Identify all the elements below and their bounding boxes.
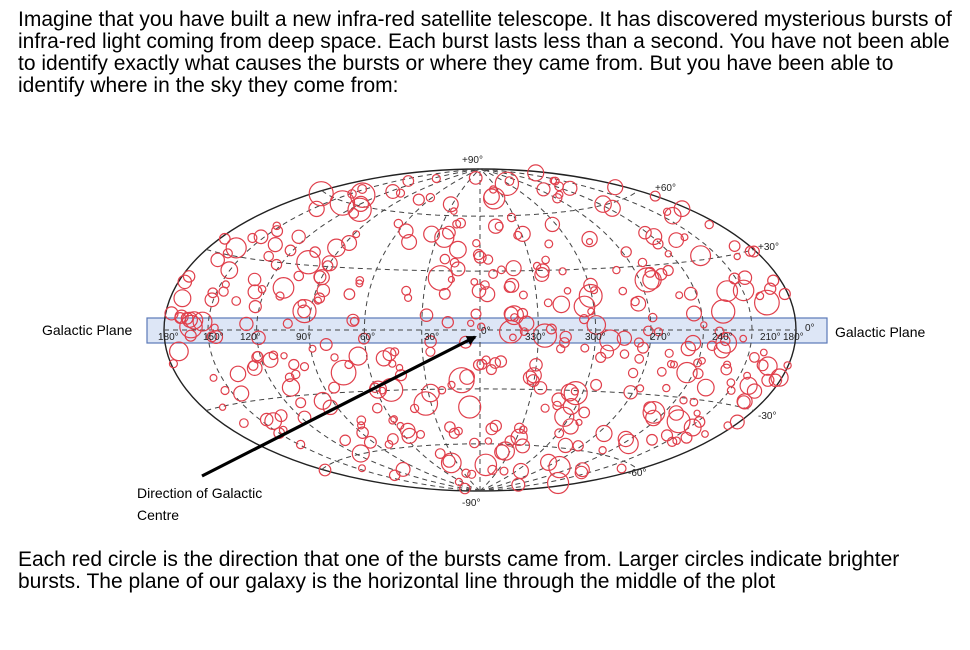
burst-circle — [240, 419, 249, 428]
burst-circle — [515, 226, 530, 241]
burst-circle — [617, 464, 626, 473]
burst-circle — [520, 291, 528, 299]
lon-label-10: 240° — [712, 332, 733, 343]
burst-circle — [451, 262, 465, 276]
burst-circle — [331, 360, 356, 385]
burst-circle — [676, 292, 683, 299]
burst-circle — [553, 296, 569, 312]
burst-circle — [264, 252, 273, 261]
burst-circle — [473, 240, 480, 247]
burst-circle — [232, 297, 241, 306]
burst-circle — [721, 364, 732, 375]
burst-circle — [301, 363, 309, 371]
burst-circle — [309, 201, 324, 216]
outro-paragraph: Each red circle is the direction that one of the bursts came from. Larger circles indicate brighter bursts. The plane of our galaxy is the horizontal line through the middle of the plot — [18, 548, 900, 593]
burst-circle — [292, 230, 305, 243]
burst-circle — [289, 360, 299, 370]
burst-circle — [506, 261, 521, 276]
burst-circle — [440, 254, 449, 263]
burst-circle — [248, 273, 260, 285]
galactic-plane-label-left: Galactic Plane — [42, 322, 133, 338]
burst-circle — [685, 287, 698, 300]
burst-circle — [484, 255, 493, 264]
burst-circle — [322, 256, 337, 271]
burst-circle — [485, 438, 491, 444]
burst-circle — [309, 345, 316, 352]
lon-label-0: 180° — [158, 332, 179, 343]
lat-label-minus30: -30° — [758, 411, 777, 422]
burst-circle — [542, 256, 549, 263]
burst-circle — [734, 253, 740, 259]
burst-circle — [174, 290, 191, 307]
lon-label-8: 300° — [585, 332, 606, 343]
burst-circle — [541, 404, 549, 412]
lon-label-9: 270° — [650, 332, 671, 343]
burst-circle — [249, 301, 261, 313]
burst-circle — [234, 386, 249, 401]
burst-circle — [505, 177, 514, 186]
burst-circle — [394, 219, 402, 227]
burst-circle — [297, 440, 305, 448]
burst-circle — [498, 266, 506, 274]
burst-circle — [564, 382, 587, 405]
burst-circle — [591, 380, 602, 391]
burst-circle — [635, 355, 644, 364]
lat-label-0: 0° — [805, 323, 815, 334]
burst-circle — [460, 483, 470, 493]
burst-circle — [663, 385, 670, 392]
burst-circle — [620, 350, 628, 358]
burst-circle — [331, 354, 338, 361]
lon-label-1: 150° — [203, 332, 224, 343]
burst-circle — [230, 366, 245, 381]
burst-circle — [470, 438, 479, 447]
burst-circle — [545, 240, 553, 248]
burst-circle — [574, 296, 595, 317]
burst-circle — [373, 404, 382, 413]
lon-label-4: 60° — [360, 332, 376, 343]
burst-circle — [358, 185, 367, 194]
burst-circle — [563, 181, 577, 195]
burst-circle — [211, 253, 224, 266]
burst-circle — [396, 463, 410, 477]
burst-circle — [702, 431, 709, 438]
burst-circle — [730, 415, 744, 429]
burst-circle — [762, 374, 774, 386]
burst-circle — [340, 435, 350, 445]
burst-circle — [383, 348, 396, 361]
burst-circle — [545, 217, 559, 231]
burst-circle — [750, 353, 760, 363]
burst-circle — [294, 271, 303, 280]
burst-circle — [297, 251, 320, 274]
lat-label-plus30: +30° — [758, 242, 779, 253]
burst-circle — [705, 221, 713, 229]
lon-label-6: 0° — [481, 326, 491, 337]
coordinate-labels — [158, 155, 815, 509]
burst-circle — [681, 234, 688, 241]
burst-circle — [450, 241, 467, 258]
burst-circle — [414, 392, 437, 415]
burst-circle — [263, 353, 278, 368]
burst-circle — [459, 396, 481, 418]
lon-label-11: 210° — [760, 332, 781, 343]
burst-circle — [555, 429, 564, 438]
burst-circle — [220, 404, 226, 410]
burst-circle — [448, 277, 454, 283]
burst-circle — [619, 287, 626, 294]
lat-label-minus90: -90° — [462, 498, 481, 509]
burst-circle — [544, 299, 552, 307]
burst-circle — [587, 239, 593, 245]
lon-label-7: 330° — [525, 332, 546, 343]
burst-circle — [432, 175, 440, 183]
burst-circle — [402, 286, 411, 295]
burst-circle — [629, 368, 638, 377]
lat-label-plus60: +60° — [655, 183, 676, 194]
intro-paragraph: Imagine that you have built a new infra-red satellite telescope. It has discovered mysterious bursts of infra-red light coming from deep space. Each burst lasts less than a second. You have not been able to identify exactly what causes the bursts or where they came from. But you have been able to identify where in the sky they come from: — [18, 8, 952, 97]
burst-circle — [639, 227, 651, 239]
burst-circle — [644, 402, 656, 414]
burst-circle — [389, 417, 396, 424]
burst-circle — [727, 379, 735, 387]
burst-circle — [296, 398, 306, 408]
burst-circle — [534, 382, 546, 394]
burst-circle — [505, 279, 519, 293]
burst-circle — [495, 172, 518, 195]
burst-circle — [329, 382, 340, 393]
burst-circle — [285, 245, 296, 256]
burst-circle — [761, 349, 768, 356]
burst-circle — [665, 349, 673, 357]
burst-circle — [298, 300, 306, 308]
burst-circle — [219, 287, 228, 296]
burst-circle — [528, 165, 544, 181]
burst-circle — [495, 445, 509, 459]
galactic-centre-label: Direction of Galactic Centre — [137, 485, 263, 523]
burst-circle — [638, 258, 646, 266]
burst-circle — [677, 363, 697, 383]
burst-circle — [500, 467, 508, 475]
burst-circle — [281, 353, 287, 359]
burst-circle — [426, 347, 435, 356]
burst-circle — [740, 377, 757, 394]
burst-circle — [170, 342, 189, 361]
burst-circle — [443, 455, 455, 467]
burst-circle — [221, 387, 229, 395]
burst-circle — [268, 238, 282, 252]
burst-circle — [391, 348, 399, 356]
burst-circle — [397, 189, 405, 197]
burst-circle — [604, 200, 620, 216]
burst-circle — [424, 226, 440, 242]
burst-circle — [596, 426, 612, 442]
burst-circle — [403, 176, 414, 187]
burst-circle — [495, 222, 503, 230]
galactic-plane-label-right: Galactic Plane — [835, 324, 926, 340]
lat-label-plus90: +90° — [462, 155, 483, 166]
burst-circle — [601, 345, 614, 358]
burst-circle — [468, 470, 476, 478]
burst-circle — [222, 281, 229, 288]
burst-circle — [619, 434, 638, 453]
burst-circle — [608, 180, 623, 195]
burst-circle — [413, 194, 424, 205]
burst-circle — [271, 260, 281, 270]
burst-circle — [724, 422, 732, 430]
lon-label-2: 120° — [240, 332, 261, 343]
burst-circle — [558, 438, 572, 452]
burst-circle — [496, 442, 514, 460]
burst-circle — [426, 194, 434, 202]
burst-circle — [599, 447, 606, 454]
burst-circle — [669, 233, 684, 248]
burst-circle — [390, 470, 400, 480]
burst-circle — [755, 290, 780, 315]
burst-circle — [613, 267, 620, 274]
burst-circle — [484, 189, 499, 204]
lat-label-minus60: -60° — [628, 468, 647, 479]
lon-label-3: 90° — [296, 332, 312, 343]
burst-circle — [253, 352, 262, 361]
burst-circle — [559, 268, 566, 275]
burst-circle — [210, 375, 217, 382]
burst-circle — [691, 246, 711, 266]
lon-label-5: 30° — [424, 332, 440, 343]
burst-circle — [729, 241, 740, 252]
burst-circle — [490, 420, 501, 431]
burst-circle — [401, 423, 415, 437]
burst-circle — [662, 430, 673, 441]
burst-circle — [417, 431, 425, 439]
burst-circle — [658, 368, 667, 377]
burst-circle — [581, 344, 589, 352]
burst-circle — [516, 439, 530, 453]
burst-circle — [579, 407, 590, 418]
burst-circle — [352, 445, 369, 462]
burst-circle — [472, 284, 485, 297]
burst-circle — [698, 379, 715, 396]
burst-circle — [647, 435, 658, 446]
burst-circle — [359, 465, 366, 472]
burst-circle — [694, 410, 700, 416]
burst-circle — [248, 234, 257, 243]
burst-circle — [756, 292, 763, 299]
burst-circle — [693, 369, 703, 379]
burst-circle — [344, 289, 355, 300]
burst-circle — [460, 370, 475, 385]
burst-circle — [564, 288, 570, 294]
lon-label-12: 180° — [783, 332, 804, 343]
